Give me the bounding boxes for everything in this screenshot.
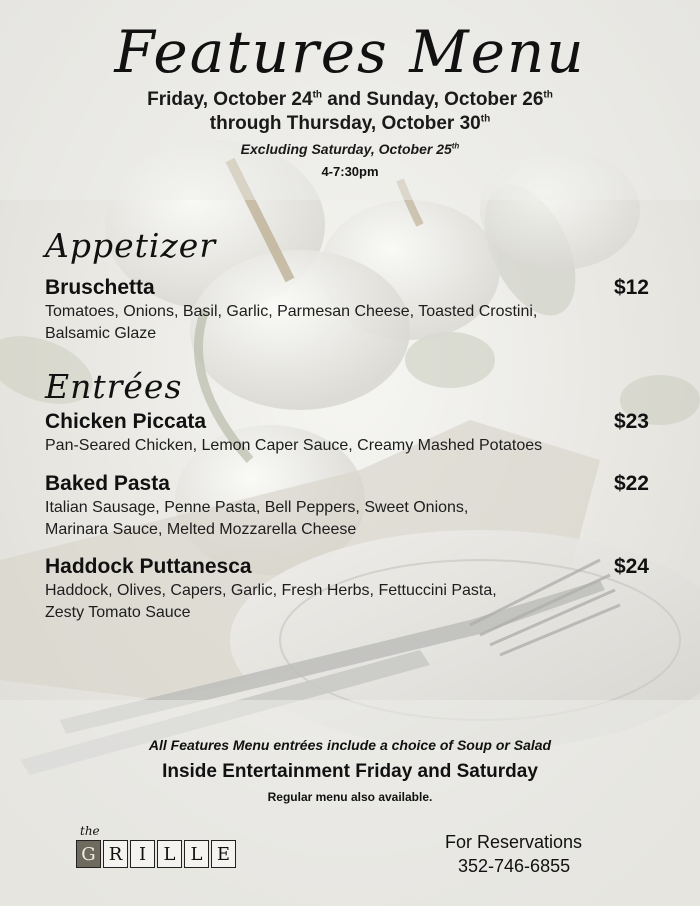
regular-menu-note: Regular menu also available. xyxy=(267,790,433,804)
item-price-chicken-piccata: $23 xyxy=(613,410,649,433)
item-desc-bruschetta: Tomatoes, Onions, Basil, Garlic, Parmesan Cheese, Toasted Crostini, Balsamic Glaze xyxy=(45,303,538,342)
item-price-bruschetta: $12 xyxy=(613,276,649,299)
item-desc-haddock-puttanesca: Haddock, Olives, Capers, Garlic, Fresh Herbs, Fettuccini Pasta, Zesty Tomato Sauce xyxy=(45,582,497,621)
logo-letter: E xyxy=(211,840,236,868)
reservations-phone[interactable]: 352-746-6855 xyxy=(458,856,571,876)
logo-letter: L xyxy=(184,840,209,868)
section-heading-entrees: Entrées xyxy=(45,367,183,406)
grille-logo xyxy=(76,840,236,868)
entertainment-note: Inside Entertainment Friday and Saturday xyxy=(162,761,538,782)
item-name-haddock-puttanesca: Haddock Puttanesca xyxy=(45,555,252,578)
date-line-1: Friday, October 24th and Sunday, October 26th xyxy=(147,89,553,110)
menu-title: Features Menu xyxy=(114,18,586,86)
logo-the: the xyxy=(80,824,100,838)
item-name-baked-pasta: Baked Pasta xyxy=(45,472,170,495)
item-name-chicken-piccata: Chicken Piccata xyxy=(45,410,207,433)
item-desc-chicken-piccata: Pan-Seared Chicken, Lemon Caper Sauce, Creamy Mashed Potatoes xyxy=(45,437,543,454)
item-name-bruschetta: Bruschetta xyxy=(45,276,155,299)
item-desc-baked-pasta: Italian Sausage, Penne Pasta, Bell Peppers, Sweet Onions, Marinara Sauce, Melted Mozzarella Cheese xyxy=(45,499,469,538)
logo-letter: I xyxy=(130,840,155,868)
logo-letter: G xyxy=(76,840,101,868)
item-price-haddock-puttanesca: $24 xyxy=(613,555,649,578)
date-line-2: through Thursday, October 30th xyxy=(209,113,491,134)
exclusion-note: Excluding Saturday, October 25th xyxy=(240,141,460,157)
item-price-baked-pasta: $22 xyxy=(613,472,649,495)
soup-salad-note: All Features Menu entrées include a choice of Soup or Salad xyxy=(148,737,552,753)
hours: 4-7:30pm xyxy=(321,164,379,179)
section-heading-appetizer: Appetizer xyxy=(45,226,217,265)
logo-letter: L xyxy=(157,840,182,868)
reservations-label: For Reservations xyxy=(445,832,583,852)
logo-letter: R xyxy=(103,840,128,868)
